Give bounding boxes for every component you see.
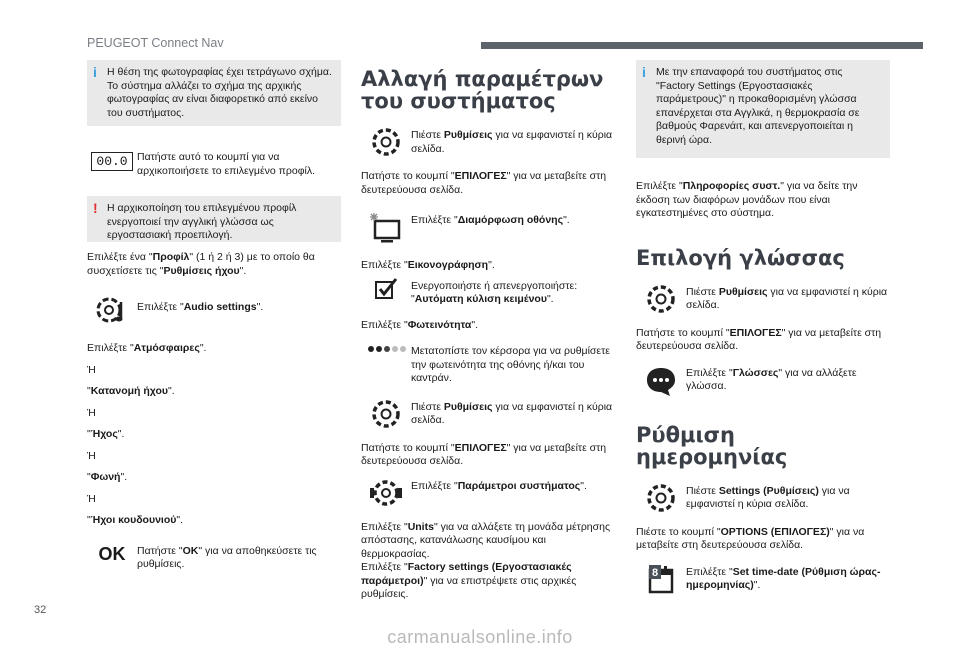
section-title-system: Αλλαγή παραμέτρων του συστήματος (361, 67, 604, 113)
ok-button-icon[interactable]: OK (98, 543, 126, 564)
warning-note: ! Η αρχικοποίηση του επιλεγμένου προφίλ ενεργοποιεί την αγγλική γλώσσα ως εργοστασιακή προεπιλογή. (87, 196, 341, 242)
section-title-date: Ρύθμιση ημερομηνίας (636, 422, 788, 469)
lang-settings-row (636, 283, 890, 315)
column-3 (636, 60, 890, 597)
settings-row-2 (361, 398, 615, 430)
reset-button-icon[interactable]: 00.0 (91, 152, 132, 171)
audio-settings-text: Επιλέξτε "Audio settings". (137, 301, 264, 313)
settings-gear-icon[interactable] (645, 283, 677, 315)
audio-settings-icon[interactable] (94, 294, 130, 328)
ringtone-option: "Ήχοι κουδουνιού". (87, 514, 184, 526)
header-title: PEUGEOT Connect Nav (87, 36, 224, 50)
brightness-paragraph: Επιλέξτε "Φωτεινότητα". (361, 318, 479, 331)
set-time-date-row (636, 563, 890, 597)
options-paragraph: Πατήστε το κουμπί "ΕΠΙΛΟΓΕΣ" για να μεταβείτε στη δευτερεύουσα σελίδα. (361, 170, 607, 196)
ok-text: Πατήστε "OK" για να αποθηκεύσετε τις ρυθμίσεις. (137, 544, 317, 570)
warning-icon: ! (93, 200, 98, 216)
screen-config-text: Επιλέξτε "Διαμόρφωση οθόνης". (411, 214, 570, 226)
info-icon: i (93, 64, 97, 80)
options-paragraph-2: Πατήστε το κουμπί "ΕΠΙΛΟΓΕΣ" για να μεταβείτε στη δευτερεύουσα σελίδα. (361, 441, 607, 467)
audio-settings-row (87, 294, 341, 328)
languages-row (636, 364, 890, 398)
watermark: carmanualsonline.info (387, 627, 573, 647)
units-paragraph: Επιλέξτε "Units" για να αλλάξετε τη μονάδα μέτρησης απόστασης, κατανάλωσης καυσίμου και θερμοκρασίας. (361, 520, 611, 560)
languages-text: Επιλέξτε "Γλώσσες" για να αλλάξετε γλώσσα. (686, 366, 857, 392)
section-title-language: Επιλογή γλώσσας (636, 245, 845, 270)
sound-option: "Ήχος". (87, 428, 125, 440)
column-2 (361, 60, 615, 602)
settings-gear-icon[interactable] (645, 482, 677, 514)
or-text: Ή (87, 406, 96, 419)
system-params-text: Επιλέξτε "Παράμετροι συστήματος". (411, 479, 587, 492)
lang-options-paragraph: Πατήστε το κουμπί "ΕΠΙΛΟΓΕΣ" για να μεταβείτε στη δευτερεύουσα σελίδα. (636, 326, 882, 352)
system-params-row (361, 477, 615, 509)
header-bar (481, 42, 923, 49)
date-options-paragraph: Πιέστε το κουμπί "OPTIONS (ΕΠΙΛΟΓΕΣ)" για να μεταβείτε στη δευτερεύουσα σελίδα. (636, 525, 865, 551)
info-note: i Με την επαναφορά του συστήματος στις "Factory Settings (Εργοστασιακές παράμετρους)" η προκαθορισμένη γλώσσα επανέρχεται στα Αγγλικά, η θερμοκρασία σε βαθμούς Φαρενάιτ, και απενεργοποιείται η θερινή ώρα. (636, 60, 890, 158)
settings-text: Πιέστε Ρυθμίσεις για να εμφανιστεί η κύρια σελίδα. (411, 129, 613, 155)
brightness-text: Μετατοπίστε τον κέρσορα για να ρυθμίσετε την φωτεινότητα της οθόνης ή/και του καντράν. (411, 345, 610, 384)
calendar-icon[interactable] (644, 563, 678, 597)
or-text: Ή (87, 492, 96, 505)
info-note: i Η θέση της φωτογραφίας έχει τετράγωνο σχήμα. Το σύστημα αλλάζει το σχήμα της αρχικής φωτογραφίας αν είναι διαφορετικό από εκείνο του συστήματος. (87, 60, 341, 126)
date-settings-row (636, 482, 890, 514)
settings-row (361, 126, 615, 158)
calendar-badge: 8 (651, 566, 659, 579)
languages-icon[interactable] (644, 364, 678, 398)
voice-option: "Φωνή". (87, 471, 128, 483)
info-icon: i (642, 64, 646, 80)
screen-config-row (361, 211, 615, 245)
reset-profile-text: Πατήστε αυτό το κουμπί για να αρχικοποιήσετε το επιλεγμένο προφίλ. (137, 151, 316, 177)
settings-text-2: Πιέστε Ρυθμίσεις για να εμφανιστεί η κύρια σελίδα. (411, 400, 613, 426)
brightness-slider-row (361, 342, 615, 386)
system-info-paragraph: Επιλέξτε "Πληροφορίες συστ." για να δείτε την έκδοση των διαφόρων μονάδων που είναι εγκατεστημένες στο σύστημα. (636, 180, 858, 219)
system-params-icon[interactable] (369, 477, 403, 509)
brightness-slider-icon[interactable] (366, 342, 406, 356)
screen-config-icon[interactable] (369, 211, 403, 245)
settings-gear-icon[interactable] (370, 126, 402, 158)
profile-paragraph: Επιλέξτε ένα "Προφίλ" (1 ή 2 ή 3) με το οποίο θα συσχετίσετε τις "Ρυθμίσεις ήχου". (87, 251, 315, 277)
reset-profile-row (87, 148, 341, 178)
factory-paragraph: Επιλέξτε "Factory settings (Εργοστασιακές παράμετροι)" για να επιστρέψετε στις αρχικές ρυθμίσεις. (361, 561, 577, 600)
set-time-date-text: Επιλέξτε "Set time-date (Ρύθμιση ώρας-ημερομηνίας)". (686, 565, 881, 591)
column-1 (87, 60, 341, 572)
illustration-paragraph: Επιλέξτε "Εικονογράφηση". (361, 259, 495, 271)
auto-scroll-text: Ενεργοποιήστε ή απενεργοποιήστε: "Αυτόματη κύλιση κειμένου". (411, 279, 578, 305)
lang-settings-text: Πιέστε Ρυθμίσεις για να εμφανιστεί η κύρια σελίδα. (686, 285, 888, 311)
page-number: 32 (34, 604, 47, 616)
or-text: Ή (87, 363, 96, 376)
ambience-option: Επιλέξτε "Ατμόσφαιρες". (87, 342, 207, 354)
date-settings-text: Πιέστε Settings (Ρυθμίσεις) για να εμφανιστεί η κύρια σελίδα. (686, 484, 850, 510)
auto-scroll-row (361, 277, 615, 307)
or-text: Ή (87, 449, 96, 462)
distribution-option: "Κατανομή ήχου". (87, 385, 175, 397)
checkbox-icon[interactable] (373, 277, 399, 301)
settings-gear-icon[interactable] (370, 398, 402, 430)
ok-row (87, 542, 341, 572)
